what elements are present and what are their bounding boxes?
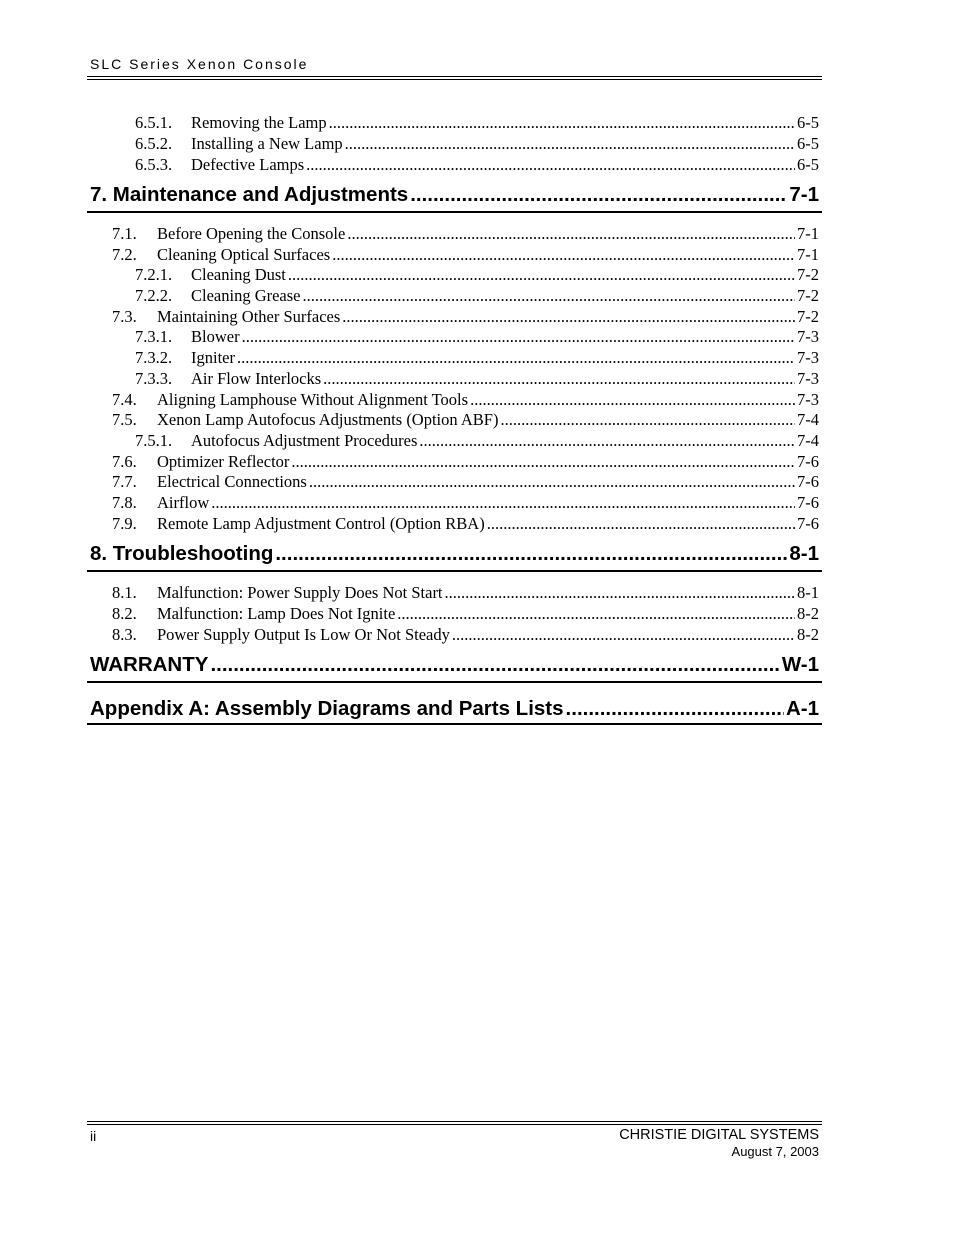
- toc-entry-number: 7.3.: [112, 307, 137, 326]
- toc-entry[interactable]: [135, 112, 819, 133]
- toc-entry-number: 8.1.: [112, 583, 137, 602]
- warranty-heading[interactable]: [90, 651, 819, 679]
- footer-date: August 7, 2003: [731, 1144, 819, 1159]
- toc-entry-title: Electrical Connections: [157, 472, 307, 491]
- toc-entry-title: Autofocus Adjustment Procedures: [191, 431, 418, 450]
- toc-entry-number: 6.5.3.: [135, 155, 173, 174]
- dot-leader: [309, 471, 795, 492]
- chapter-7-heading[interactable]: [90, 181, 819, 209]
- toc-entry-title: Maintaining Other Surfaces: [157, 307, 341, 326]
- footer-rule-bottom: [87, 1124, 822, 1125]
- toc-entry-number: 7.2.2.: [135, 286, 173, 305]
- dot-leader: [306, 154, 795, 175]
- toc-entry[interactable]: [112, 306, 819, 327]
- toc-entry-title: Airflow: [157, 493, 210, 512]
- dot-leader: [242, 326, 795, 347]
- chapter-page: 7-1: [789, 183, 819, 206]
- dot-leader: [419, 430, 795, 451]
- toc-entry[interactable]: [112, 582, 819, 603]
- toc-entry-number: 8.3.: [112, 625, 137, 644]
- dot-leader: [345, 133, 795, 154]
- toc-entry[interactable]: [112, 603, 819, 624]
- dot-leader: [211, 492, 795, 513]
- toc-entry-title: Blower: [191, 327, 240, 346]
- toc-entry-title: Air Flow Interlocks: [191, 369, 322, 388]
- toc-entry-number: 7.3.2.: [135, 348, 173, 367]
- chapter-page: 8-1: [789, 542, 819, 565]
- dot-leader: [445, 582, 795, 603]
- dot-leader: [452, 624, 795, 645]
- dot-leader: [288, 264, 795, 285]
- dot-leader: [410, 181, 787, 209]
- appendix-rule: [87, 723, 822, 725]
- toc-entry[interactable]: [135, 347, 819, 368]
- toc-entry-title: Xenon Lamp Autofocus Adjustments (Option ABF): [157, 410, 499, 429]
- toc-entry-page: 6-5: [797, 134, 819, 153]
- toc-entry-number: 7.3.3.: [135, 369, 173, 388]
- dot-leader: [347, 223, 795, 244]
- toc-entry-page: 7-6: [797, 493, 819, 512]
- toc-entry[interactable]: [135, 154, 819, 175]
- header-rule-bottom: [87, 79, 822, 80]
- chapter-8-rule: [87, 570, 822, 572]
- toc-entry[interactable]: [135, 285, 819, 306]
- toc-entry-page: 7-4: [797, 410, 819, 429]
- dot-leader: [397, 603, 795, 624]
- toc-entry-number: 7.8.: [112, 493, 137, 512]
- appendix-heading[interactable]: [90, 695, 819, 723]
- toc-entry-page: 7-3: [797, 348, 819, 367]
- dot-leader: [342, 306, 795, 327]
- toc-entry[interactable]: [135, 368, 819, 389]
- toc-entry-title: Cleaning Grease: [191, 286, 301, 305]
- toc-entry-page: 7-2: [797, 307, 819, 326]
- dot-leader: [566, 695, 784, 723]
- toc-entry[interactable]: [135, 326, 819, 347]
- toc-entry-page: 7-6: [797, 514, 819, 533]
- toc-entry-page: 8-1: [797, 583, 819, 602]
- toc-entry[interactable]: [112, 223, 819, 244]
- toc-entry-number: 7.4.: [112, 390, 137, 409]
- toc-entry[interactable]: [135, 133, 819, 154]
- toc-entry-page: 7-1: [797, 224, 819, 243]
- warranty-rule: [87, 681, 822, 683]
- chapter-page: W-1: [781, 653, 819, 676]
- toc-entry[interactable]: [112, 471, 819, 492]
- toc-entry-page: 7-6: [797, 472, 819, 491]
- toc-entry-title: Power Supply Output Is Low Or Not Steady: [157, 625, 450, 644]
- toc-entry-number: 7.2.1.: [135, 265, 173, 284]
- chapter-8-heading[interactable]: [90, 540, 819, 568]
- toc-entry-title: Cleaning Optical Surfaces: [157, 245, 331, 264]
- toc-entry-title: Installing a New Lamp: [191, 134, 343, 153]
- dot-leader: [210, 651, 779, 679]
- toc-entry-page: 8-2: [797, 604, 819, 623]
- dot-leader: [329, 112, 795, 133]
- toc-entry-page: 7-3: [797, 327, 819, 346]
- toc-entry-title: Removing the Lamp: [191, 113, 327, 132]
- toc-entry-title: Malfunction: Lamp Does Not Ignite: [157, 604, 396, 623]
- toc-entry-page: 6-5: [797, 113, 819, 132]
- footer-info: [619, 1127, 819, 1159]
- dot-leader: [275, 540, 787, 568]
- toc-entry-page: 8-2: [797, 625, 819, 644]
- header-title: SLC Series Xenon Console: [90, 56, 309, 72]
- toc-entry-number: 7.9.: [112, 514, 137, 533]
- toc-entry-number: 7.3.1.: [135, 327, 173, 346]
- toc-entry-page: 7-6: [797, 452, 819, 471]
- toc-entry-page: 7-4: [797, 431, 819, 450]
- toc-entry[interactable]: [112, 492, 819, 513]
- chapter-page: A-1: [785, 697, 819, 720]
- chapter-title: WARRANTY: [90, 653, 209, 676]
- header-rule-top: [87, 76, 822, 77]
- toc-entry-number: 7.5.1.: [135, 431, 173, 450]
- toc-entry-page: 7-3: [797, 369, 819, 388]
- footer-page-number: ii: [90, 1128, 97, 1144]
- toc-entry-number: 7.7.: [112, 472, 137, 491]
- toc-entry-title: Remote Lamp Adjustment Control (Option RBA): [157, 514, 485, 533]
- toc-entry-title: Malfunction: Power Supply Does Not Start: [157, 583, 443, 602]
- toc-entry-number: 8.2.: [112, 604, 137, 623]
- chapter-title: 7. Maintenance and Adjustments: [90, 183, 409, 206]
- toc-entry-title: Defective Lamps: [191, 155, 305, 174]
- toc-entry[interactable]: [112, 451, 819, 472]
- toc-entry[interactable]: [112, 513, 819, 534]
- toc-entry-page: 6-5: [797, 155, 819, 174]
- toc-entry-title: Optimizer Reflector: [157, 452, 290, 471]
- toc-entry[interactable]: [112, 409, 819, 430]
- toc-entry-page: 7-2: [797, 265, 819, 284]
- dot-leader: [237, 347, 795, 368]
- footer-rule-top: [87, 1121, 822, 1122]
- toc-entry-title: Aligning Lamphouse Without Alignment Tools: [157, 390, 469, 409]
- toc-entry-number: 7.6.: [112, 452, 137, 471]
- toc-entry-number: 7.2.: [112, 245, 137, 264]
- dot-leader: [470, 389, 795, 410]
- toc-entry[interactable]: [112, 624, 819, 645]
- dot-leader: [323, 368, 795, 389]
- chapter-title: Appendix A: Assembly Diagrams and Parts Lists: [90, 697, 564, 720]
- toc-entry-title: Igniter: [191, 348, 235, 367]
- footer-company: CHRISTIE DIGITAL SYSTEMS: [619, 1127, 819, 1143]
- dot-leader: [487, 513, 795, 534]
- toc-entry-title: Cleaning Dust: [191, 265, 286, 284]
- dot-leader: [291, 451, 795, 472]
- toc-entry[interactable]: [135, 430, 819, 451]
- toc-entry[interactable]: [112, 389, 819, 410]
- toc-entry-page: 7-3: [797, 390, 819, 409]
- toc-entry-page: 7-1: [797, 245, 819, 264]
- chapter-title: 8. Troubleshooting: [90, 542, 274, 565]
- toc-entry-number: 7.5.: [112, 410, 137, 429]
- toc-entry-number: 6.5.2.: [135, 134, 173, 153]
- dot-leader: [500, 409, 795, 430]
- toc-entry-page: 7-2: [797, 286, 819, 305]
- chapter-7-rule: [87, 211, 822, 213]
- dot-leader: [332, 244, 795, 265]
- toc-entry-title: Before Opening the Console: [157, 224, 346, 243]
- toc-entry[interactable]: [135, 264, 819, 285]
- toc-entry[interactable]: [112, 244, 819, 265]
- toc-entry-number: 6.5.1.: [135, 113, 173, 132]
- toc-entry-number: 7.1.: [112, 224, 137, 243]
- dot-leader: [303, 285, 796, 306]
